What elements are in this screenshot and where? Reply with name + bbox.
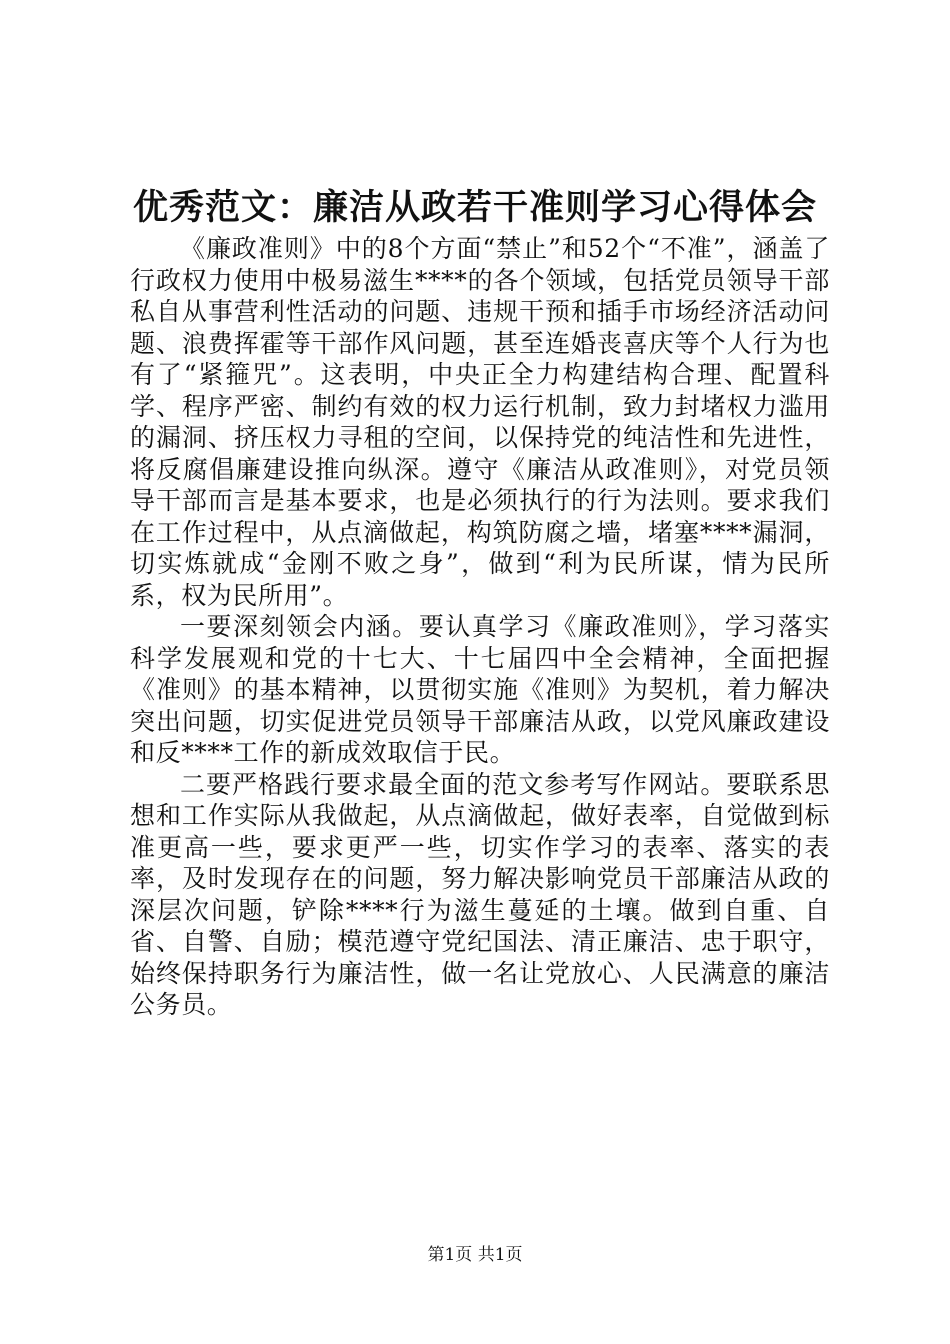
body-paragraph: 一要深刻领会内涵。要认真学习《廉政准则》，学习落实科学发展观和党的十七大、十七届四中全会精神，全面把握《准则》的基本精神，以贯彻实施《准则》为契机，着力解决突出问题，切实促进党员领导干部廉洁从政，以党风廉政建设和反****工作的新成效取信于民。 <box>130 612 830 767</box>
document-title: 优秀范文：廉洁从政若干准则学习心得体会 <box>132 187 817 228</box>
document-body <box>130 233 830 1021</box>
body-paragraph: 《廉政准则》中的8个方面“禁止”和52个“不准”，涵盖了行政权力使用中极易滋生****的各个领域，包括党员领导干部私自从事营利性活动的问题、违规干预和插手市场经济活动问题、浪费挥霍等干部作风问题，甚至连婚丧喜庆等个人行为也有了“紧箍咒”。这表明，中央正全力构建结构合理、配置科学、程序严密、制约有效的权力运行机制，致力封堵权力滥用的漏洞、挤压权力寻租的空间，以保持党的纯洁性和先进性，将反腐倡廉建设推向纵深。遵守《廉洁从政准则》，对党员领导干部而言是基本要求，也是必须执行的行为法则。要求我们在工作过程中，从点滴做起，构筑防腐之墙，堵塞****漏洞，切实炼就成“金刚不败之身”，做到“利为民所谋，情为民所系，权为民所用”。 <box>130 234 830 610</box>
body-paragraph: 二要严格践行要求最全面的范文参考写作网站。要联系思想和工作实际从我做起，从点滴做起，做好表率，自觉做到标准更高一些，要求更严一些，切实作学习的表率、落实的表率，及时发现存在的问题，努力解决影响党员干部廉洁从政的深层次问题，铲除****行为滋生蔓延的土壤。做到自重、自省、自警、自励；模范遵守党纪国法、清正廉洁、忠于职守，始终保持职务行为廉洁性，做一名让党放心、人民满意的廉洁公务员。 <box>130 769 830 1019</box>
page-footer: 第1页 共1页 <box>427 1245 523 1265</box>
